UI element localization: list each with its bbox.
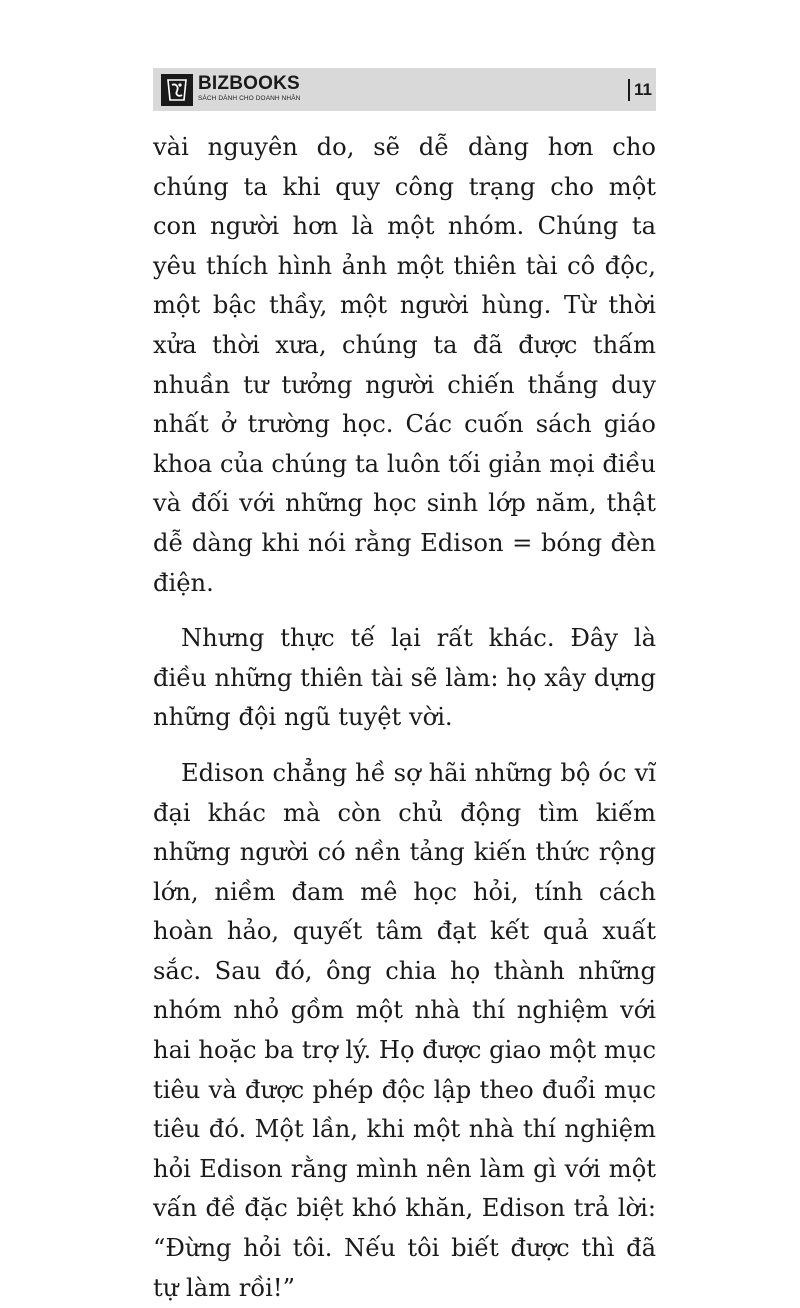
page-number-divider [628, 79, 630, 101]
page-number: 11 [634, 80, 652, 99]
brand-tagline: SÁCH DÀNH CHO DOANH NHÂN [198, 95, 301, 102]
page-body [153, 128, 656, 1308]
paragraph: Edison chẳng hề sợ hãi những bộ óc vĩ đại khác mà còn chủ động tìm kiếm những người có nền tảng kiến thức rộng lớn, niềm đam mê học hỏi, tính cách hoàn hảo, quyết tâm đạt kết quả xuất sắc. Sau đó, ông chia họ thành những nhóm nhỏ gồm một nhà thí nghiệm với hai hoặc ba trợ lý. Họ được giao một mục tiêu và được phép độc lập theo đuổi mục tiêu đó. Một lần, khi một nhà thí nghiệm hỏi Edison rằng mình nên làm gì với một vấn đề đặc biệt khó khăn, Edison trả lời: “Đừng hỏi tôi. Nếu tôi biết được thì đã tự làm rồi!” [153, 758, 656, 1302]
paragraph: Nhưng thực tế lại rất khác. Đây là điều những thiên tài sẽ làm: họ xây dựng những đội ngũ tuyệt vời. [153, 624, 656, 732]
page-header [153, 68, 656, 111]
brand-name: BIZBOOKS [198, 73, 300, 94]
brand [198, 74, 300, 103]
paragraph: vài nguyên do, sẽ dễ dàng hơn cho chúng ta khi quy công trạng cho một con người hơn là một nhóm. Chúng ta yêu thích hình ảnh một thiên tài cô độc, một bậc thầy, một người hùng. Từ thời xửa thời xưa, chúng ta đã được thấm nhuần tư tưởng người chiến thắng duy nhất ở trường học. Các cuốn sách giáo khoa của chúng ta luôn tối giản mọi điều và đối với những học sinh lớp năm, thật dễ dàng khi nói rằng Edison = bóng đèn điện. [153, 133, 656, 597]
bizbooks-logo-icon [161, 74, 193, 106]
